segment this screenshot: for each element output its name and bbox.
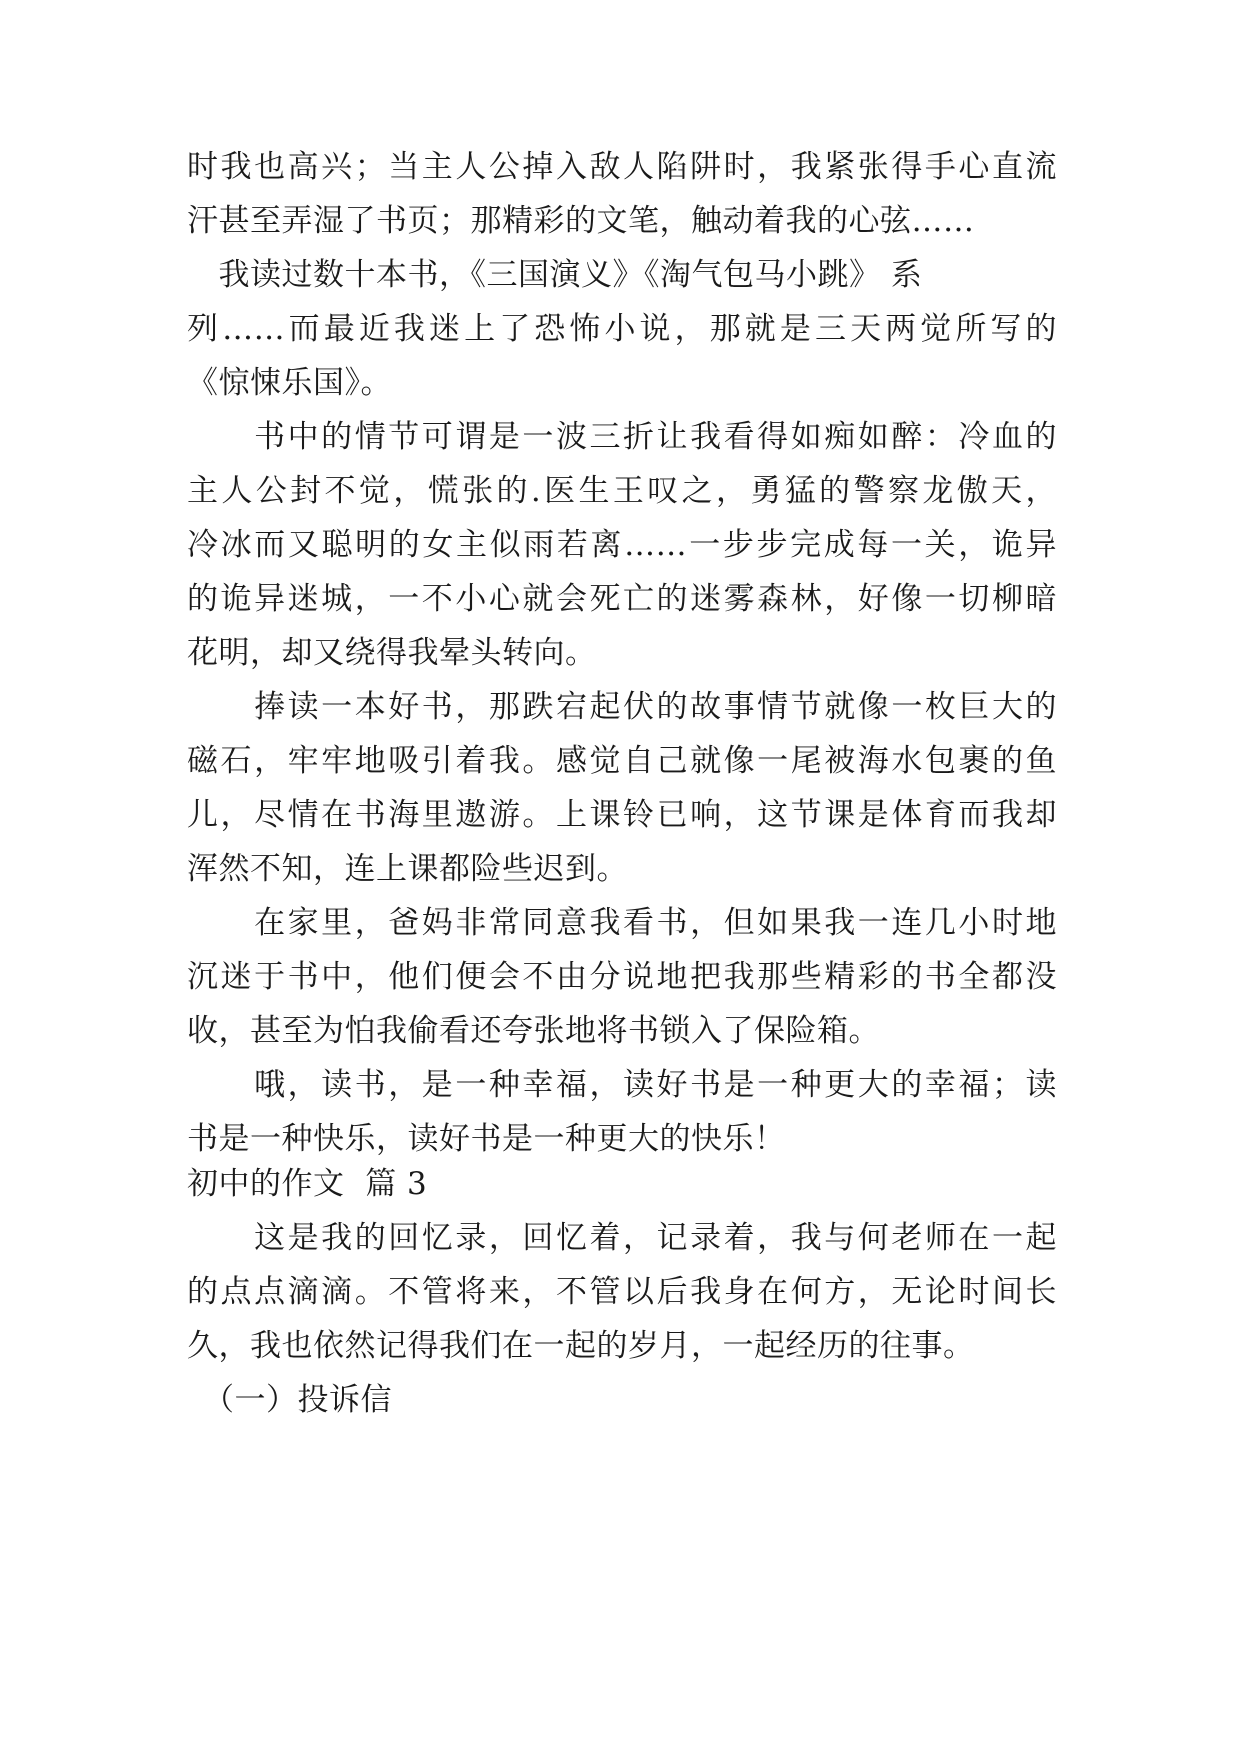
section-heading: 初中的作文 篇 3 [187,1166,428,1202]
text-line: 书是一种快乐，读好书是一种更大的快乐！ [187,1121,786,1157]
text-line: 时我也高兴；当主人公掉入敌人陷阱时，我紧张得手心直流 [187,149,1057,185]
text-line: 列……而最近我迷上了恐怖小说，那就是三天两觉所写的 [187,311,1057,347]
text-line: 书中的情节可谓是一波三折让我看得如痴如醉：冷血的 [187,419,1057,455]
text-line: 浑然不知，连上课都险些迟到。 [187,851,628,887]
text-line: 哦，读书，是一种幸福，读好书是一种更大的幸福；读 [187,1067,1057,1103]
text-line: 磁石，牢牢地吸引着我。感觉自己就像一尾被海水包裹的鱼 [187,743,1057,779]
text-line: 沉迷于书中，他们便会不由分说地把我那些精彩的书全都没 [187,959,1057,995]
text-line: 花明，却又绕得我晕头转向。 [187,635,597,671]
text-line: 这是我的回忆录，回忆着，记录着，我与何老师在一起 [187,1220,1057,1256]
text-line: 主人公封不觉，慌张的.医生王叹之，勇猛的警察龙傲天， [187,473,1057,509]
subsection-heading: （一）投诉信 [187,1382,392,1418]
text-line: 的诡异迷城，一不小心就会死亡的迷雾森林，好像一切柳暗 [187,581,1057,617]
text-line: 久，我也依然记得我们在一起的岁月，一起经历的往事。 [187,1328,975,1364]
text-line: 冷冰而又聪明的女主似雨若离……一步步完成每一关，诡异 [187,527,1057,563]
text-line: 《惊悚乐国》。 [187,365,392,401]
text-line: 汗甚至弄湿了书页；那精彩的文笔，触动着我的心弦…… [187,203,975,239]
text-line: 收，甚至为怕我偷看还夸张地将书锁入了保险箱。 [187,1013,880,1049]
text-line: 儿，尽情在书海里遨游。上课铃已响，这节课是体育而我却 [187,797,1057,833]
text-line: 我读过数十本书，《三国演义》《淘气包马小跳》 系 [187,257,923,293]
text-line: 在家里，爸妈非常同意我看书，但如果我一连几小时地 [187,905,1057,941]
text-line: 捧读一本好书，那跌宕起伏的故事情节就像一枚巨大的 [187,689,1057,725]
text-line: 的点点滴滴。不管将来，不管以后我身在何方，无论时间长 [187,1274,1057,1310]
